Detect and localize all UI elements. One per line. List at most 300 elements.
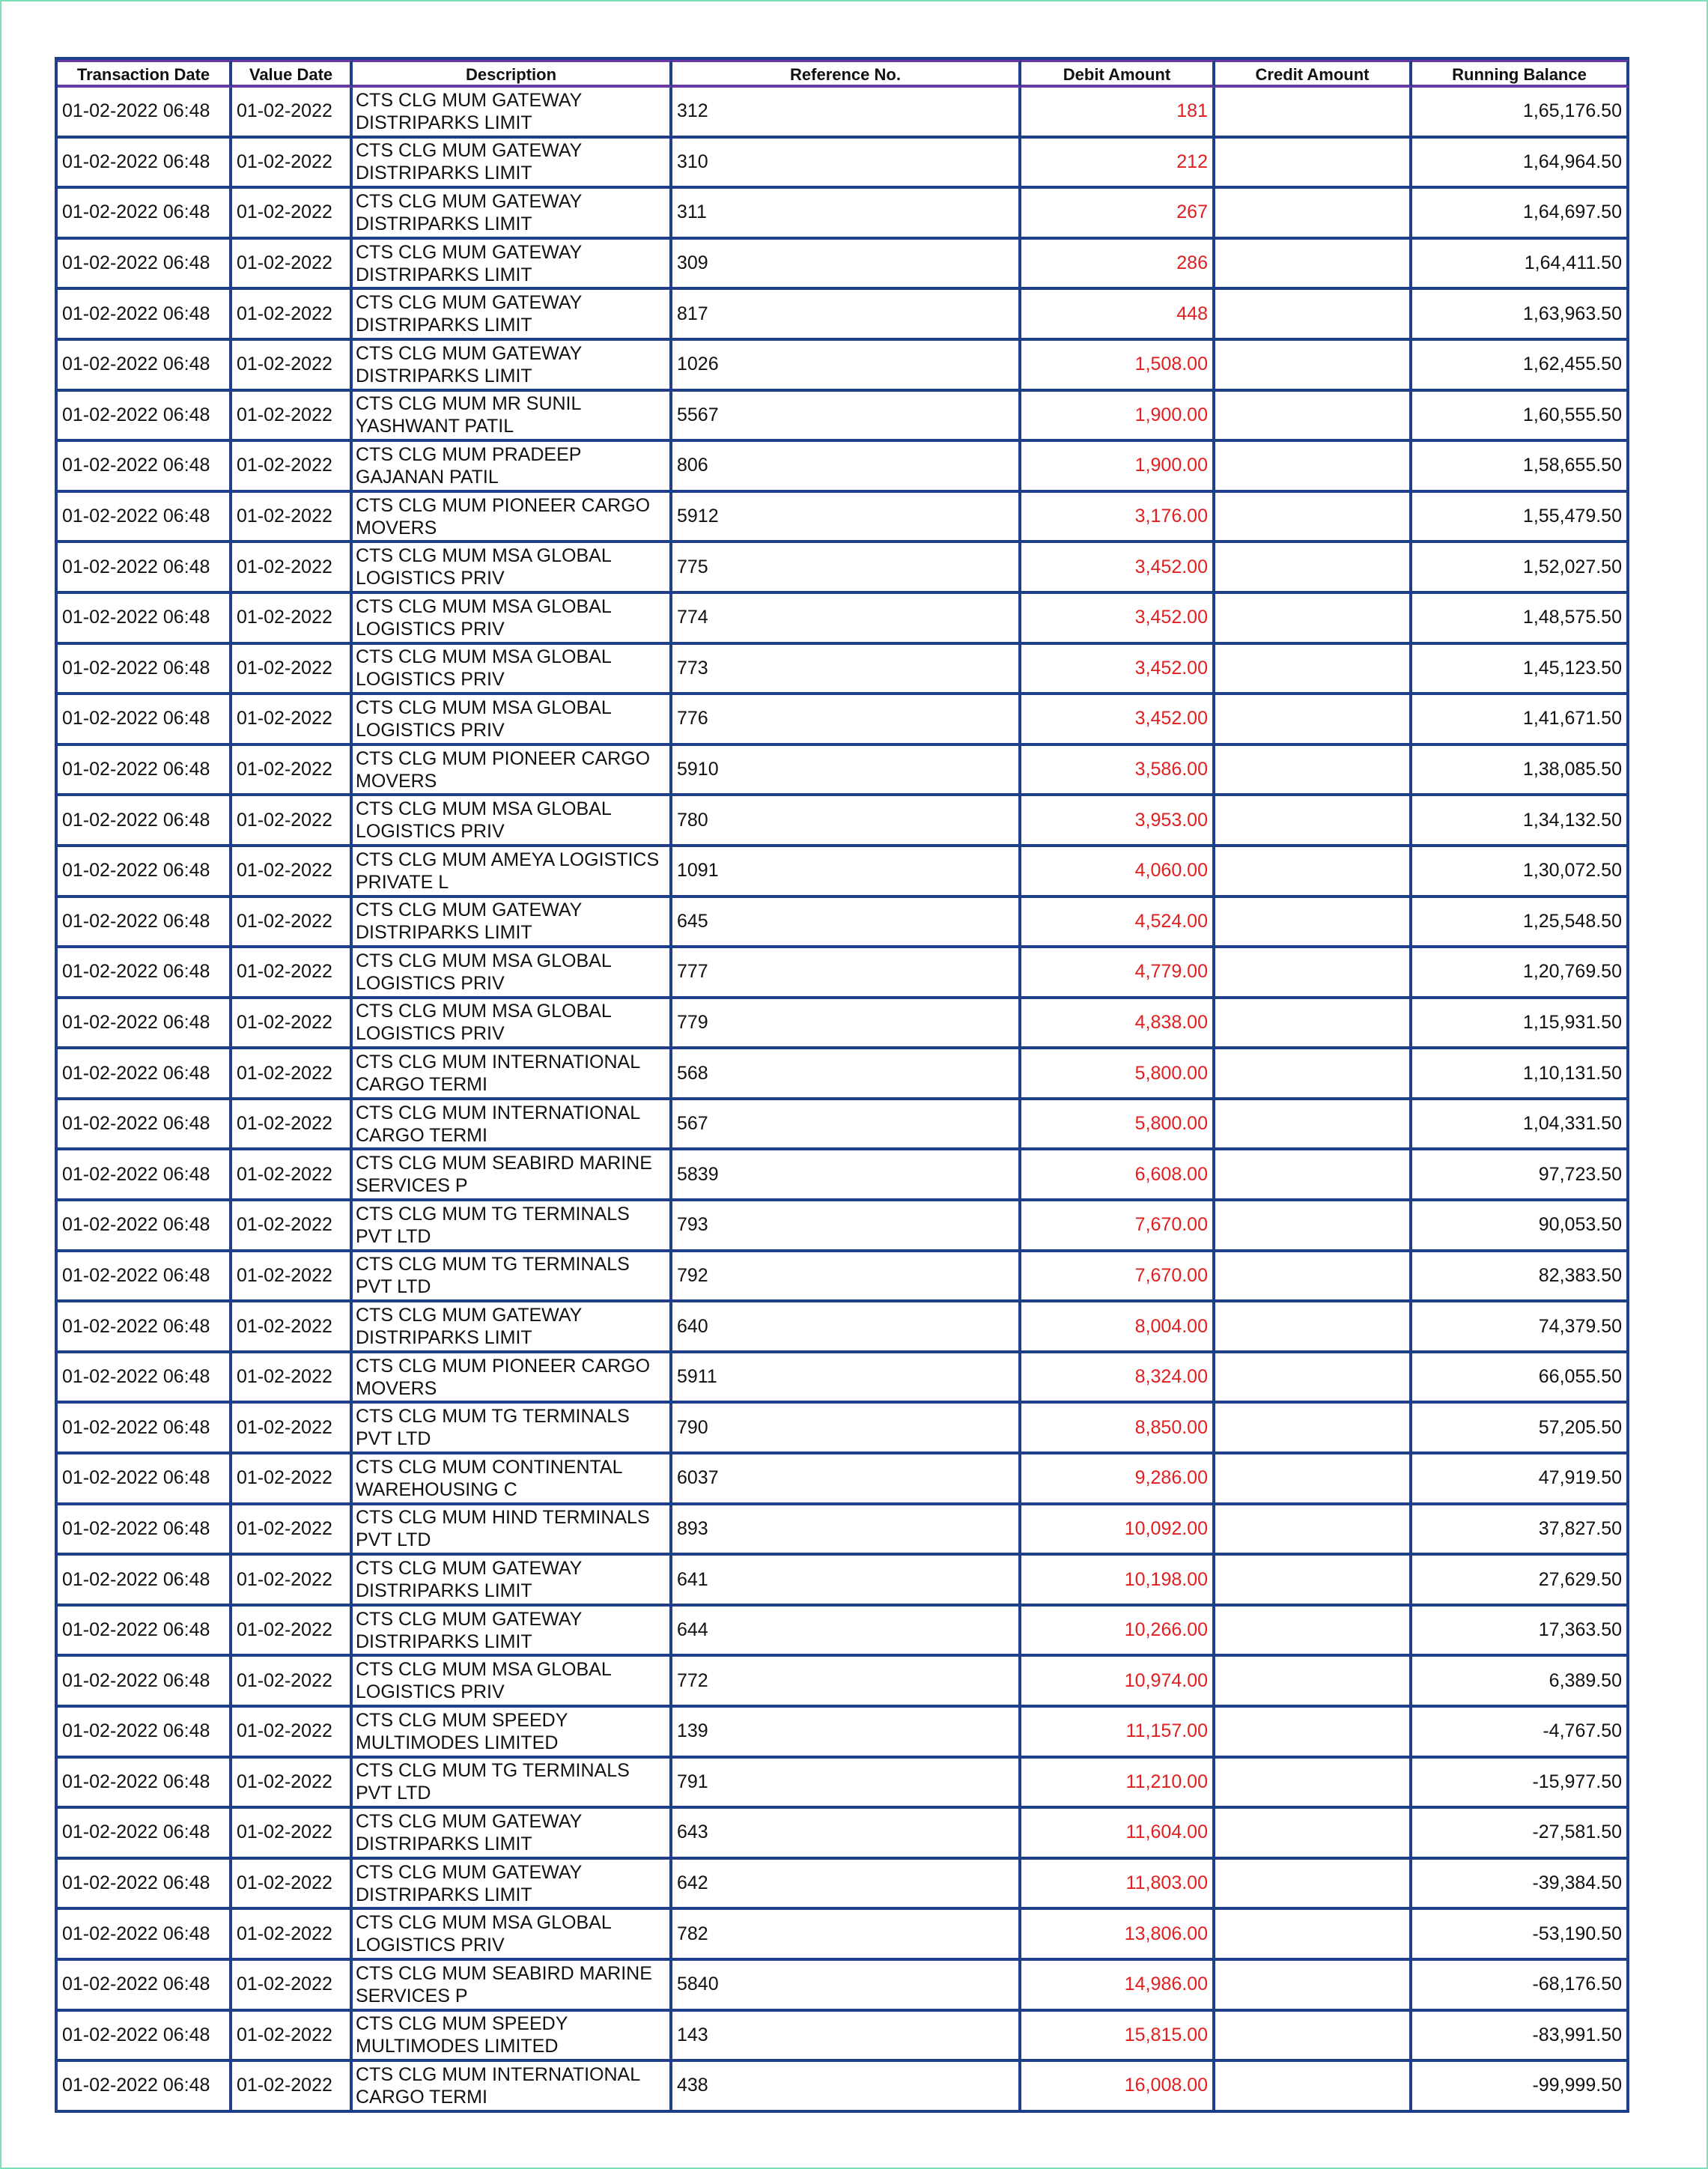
value-date-cell: 01-02-2022 [232, 2062, 353, 2113]
description-cell: CTS CLG MUM GATEWAY DISTRIPARKS LIMIT [353, 1607, 672, 1657]
table-row [58, 1607, 1629, 1657]
value-date-cell: 01-02-2022 [232, 645, 353, 696]
running-balance-cell: -39,384.50 [1412, 1860, 1629, 1911]
transaction-date-cell: 01-02-2022 06:48 [58, 948, 232, 999]
value-date-cell: 01-02-2022 [232, 442, 353, 493]
debit-amount-cell: 3,452.00 [1021, 645, 1215, 696]
running-balance-cell: -68,176.50 [1412, 1961, 1629, 2012]
description-cell: CTS CLG MUM GATEWAY DISTRIPARKS LIMIT [353, 1556, 672, 1607]
transaction-date-cell: 01-02-2022 06:48 [58, 1657, 232, 1708]
credit-amount-cell [1215, 796, 1412, 847]
debit-amount-cell: 6,608.00 [1021, 1150, 1215, 1201]
reference-no-cell: 779 [672, 999, 1021, 1050]
table-row [58, 948, 1629, 999]
debit-amount-cell: 3,452.00 [1021, 594, 1215, 645]
value-date-cell: 01-02-2022 [232, 1708, 353, 1759]
table-row [58, 139, 1629, 189]
credit-amount-cell [1215, 1049, 1412, 1100]
reference-no-cell: 5567 [672, 392, 1021, 443]
transaction-date-cell: 01-02-2022 06:48 [58, 493, 232, 544]
debit-amount-cell: 5,800.00 [1021, 1100, 1215, 1151]
table-row [58, 1454, 1629, 1505]
reference-no-cell: 792 [672, 1252, 1021, 1303]
credit-amount-cell [1215, 999, 1412, 1050]
transaction-date-cell: 01-02-2022 06:48 [58, 898, 232, 949]
description-cell: CTS CLG MUM MSA GLOBAL LOGISTICS PRIV [353, 796, 672, 847]
reference-no-cell: 806 [672, 442, 1021, 493]
debit-amount-cell: 4,524.00 [1021, 898, 1215, 949]
running-balance-cell: 1,34,132.50 [1412, 796, 1629, 847]
running-balance-cell: 1,58,655.50 [1412, 442, 1629, 493]
running-balance-cell: 1,48,575.50 [1412, 594, 1629, 645]
value-date-cell: 01-02-2022 [232, 2012, 353, 2063]
description-cell: CTS CLG MUM GATEWAY DISTRIPARKS LIMIT [353, 88, 672, 139]
transaction-date-cell: 01-02-2022 06:48 [58, 1556, 232, 1607]
table-row [58, 1657, 1629, 1708]
debit-amount-cell: 4,779.00 [1021, 948, 1215, 999]
credit-amount-cell [1215, 948, 1412, 999]
description-cell: CTS CLG MUM GATEWAY DISTRIPARKS LIMIT [353, 898, 672, 949]
value-date-cell: 01-02-2022 [232, 1049, 353, 1100]
header-debit-amount: Debit Amount [1021, 60, 1215, 88]
description-cell: CTS CLG MUM GATEWAY DISTRIPARKS LIMIT [353, 1860, 672, 1911]
reference-no-cell: 143 [672, 2012, 1021, 2063]
value-date-cell: 01-02-2022 [232, 88, 353, 139]
transaction-date-cell: 01-02-2022 06:48 [58, 543, 232, 594]
credit-amount-cell [1215, 341, 1412, 392]
reference-no-cell: 772 [672, 1657, 1021, 1708]
table-row [58, 1049, 1629, 1100]
debit-amount-cell: 1,508.00 [1021, 341, 1215, 392]
table-row [58, 88, 1629, 139]
running-balance-cell: 66,055.50 [1412, 1353, 1629, 1404]
reference-no-cell: 773 [672, 645, 1021, 696]
transaction-date-cell: 01-02-2022 06:48 [58, 1049, 232, 1100]
credit-amount-cell [1215, 139, 1412, 189]
transaction-date-cell: 01-02-2022 06:48 [58, 1505, 232, 1556]
credit-amount-cell [1215, 1556, 1412, 1607]
running-balance-cell: 1,04,331.50 [1412, 1100, 1629, 1151]
reference-no-cell: 790 [672, 1404, 1021, 1454]
running-balance-cell: 1,62,455.50 [1412, 341, 1629, 392]
description-cell: CTS CLG MUM TG TERMINALS PVT LTD [353, 1759, 672, 1809]
value-date-cell: 01-02-2022 [232, 796, 353, 847]
debit-amount-cell: 7,670.00 [1021, 1201, 1215, 1252]
credit-amount-cell [1215, 1961, 1412, 2012]
transaction-date-cell: 01-02-2022 06:48 [58, 240, 232, 291]
credit-amount-cell [1215, 1353, 1412, 1404]
transaction-date-cell: 01-02-2022 06:48 [58, 442, 232, 493]
running-balance-cell: 1,60,555.50 [1412, 392, 1629, 443]
credit-amount-cell [1215, 392, 1412, 443]
debit-amount-cell: 3,586.00 [1021, 746, 1215, 797]
table-row [58, 493, 1629, 544]
header-description: Description [353, 60, 672, 88]
credit-amount-cell [1215, 1201, 1412, 1252]
running-balance-cell: -15,977.50 [1412, 1759, 1629, 1809]
reference-no-cell: 893 [672, 1505, 1021, 1556]
value-date-cell: 01-02-2022 [232, 1759, 353, 1809]
debit-amount-cell: 13,806.00 [1021, 1910, 1215, 1961]
credit-amount-cell [1215, 1302, 1412, 1353]
reference-no-cell: 568 [672, 1049, 1021, 1100]
transaction-date-cell: 01-02-2022 06:48 [58, 847, 232, 898]
table-row [58, 746, 1629, 797]
value-date-cell: 01-02-2022 [232, 1860, 353, 1911]
table-row [58, 189, 1629, 240]
transaction-date-cell: 01-02-2022 06:48 [58, 1252, 232, 1303]
reference-no-cell: 438 [672, 2062, 1021, 2113]
credit-amount-cell [1215, 2062, 1412, 2113]
running-balance-cell: 1,55,479.50 [1412, 493, 1629, 544]
running-balance-cell: 47,919.50 [1412, 1454, 1629, 1505]
transaction-date-cell: 01-02-2022 06:48 [58, 2012, 232, 2063]
reference-no-cell: 310 [672, 139, 1021, 189]
description-cell: CTS CLG MUM AMEYA LOGISTICS PRIVATE L [353, 847, 672, 898]
table-row [58, 1252, 1629, 1303]
credit-amount-cell [1215, 1708, 1412, 1759]
credit-amount-cell [1215, 1404, 1412, 1454]
transaction-date-cell: 01-02-2022 06:48 [58, 1404, 232, 1454]
transaction-date-cell: 01-02-2022 06:48 [58, 341, 232, 392]
credit-amount-cell [1215, 1860, 1412, 1911]
transaction-date-cell: 01-02-2022 06:48 [58, 594, 232, 645]
debit-amount-cell: 5,800.00 [1021, 1049, 1215, 1100]
description-cell: CTS CLG MUM MSA GLOBAL LOGISTICS PRIV [353, 948, 672, 999]
credit-amount-cell [1215, 1150, 1412, 1201]
running-balance-cell: 1,65,176.50 [1412, 88, 1629, 139]
description-cell: CTS CLG MUM TG TERMINALS PVT LTD [353, 1252, 672, 1303]
running-balance-cell: -4,767.50 [1412, 1708, 1629, 1759]
debit-amount-cell: 10,198.00 [1021, 1556, 1215, 1607]
table-row [58, 1302, 1629, 1353]
table-row [58, 999, 1629, 1050]
table-row [58, 240, 1629, 291]
credit-amount-cell [1215, 898, 1412, 949]
transaction-date-cell: 01-02-2022 06:48 [58, 139, 232, 189]
value-date-cell: 01-02-2022 [232, 1809, 353, 1860]
reference-no-cell: 1026 [672, 341, 1021, 392]
description-cell: CTS CLG MUM INTERNATIONAL CARGO TERMI [353, 1100, 672, 1151]
table-row [58, 1860, 1629, 1911]
debit-amount-cell: 267 [1021, 189, 1215, 240]
table-row [58, 695, 1629, 746]
reference-no-cell: 642 [672, 1860, 1021, 1911]
description-cell: CTS CLG MUM INTERNATIONAL CARGO TERMI [353, 1049, 672, 1100]
running-balance-cell: -83,991.50 [1412, 2012, 1629, 2063]
credit-amount-cell [1215, 493, 1412, 544]
credit-amount-cell [1215, 1809, 1412, 1860]
value-date-cell: 01-02-2022 [232, 493, 353, 544]
value-date-cell: 01-02-2022 [232, 1910, 353, 1961]
description-cell: CTS CLG MUM MSA GLOBAL LOGISTICS PRIV [353, 543, 672, 594]
debit-amount-cell: 212 [1021, 139, 1215, 189]
transaction-date-cell: 01-02-2022 06:48 [58, 1759, 232, 1809]
debit-amount-cell: 8,004.00 [1021, 1302, 1215, 1353]
table-row [58, 543, 1629, 594]
reference-no-cell: 817 [672, 290, 1021, 341]
debit-amount-cell: 11,210.00 [1021, 1759, 1215, 1809]
running-balance-cell: 1,25,548.50 [1412, 898, 1629, 949]
transaction-date-cell: 01-02-2022 06:48 [58, 1910, 232, 1961]
header-transaction-date: Transaction Date [58, 60, 232, 88]
value-date-cell: 01-02-2022 [232, 594, 353, 645]
description-cell: CTS CLG MUM MSA GLOBAL LOGISTICS PRIV [353, 1910, 672, 1961]
description-cell: CTS CLG MUM SEABIRD MARINE SERVICES P [353, 1150, 672, 1201]
debit-amount-cell: 8,324.00 [1021, 1353, 1215, 1404]
value-date-cell: 01-02-2022 [232, 1556, 353, 1607]
running-balance-cell: 37,827.50 [1412, 1505, 1629, 1556]
credit-amount-cell [1215, 442, 1412, 493]
credit-amount-cell [1215, 543, 1412, 594]
debit-amount-cell: 181 [1021, 88, 1215, 139]
running-balance-cell: 1,52,027.50 [1412, 543, 1629, 594]
running-balance-cell: 1,45,123.50 [1412, 645, 1629, 696]
table-row [58, 1201, 1629, 1252]
credit-amount-cell [1215, 1759, 1412, 1809]
transaction-date-cell: 01-02-2022 06:48 [58, 1607, 232, 1657]
table-row [58, 898, 1629, 949]
debit-amount-cell: 286 [1021, 240, 1215, 291]
credit-amount-cell [1215, 290, 1412, 341]
running-balance-cell: 27,629.50 [1412, 1556, 1629, 1607]
reference-no-cell: 5840 [672, 1961, 1021, 2012]
description-cell: CTS CLG MUM TG TERMINALS PVT LTD [353, 1201, 672, 1252]
table-row [58, 796, 1629, 847]
table-row [58, 1961, 1629, 2012]
description-cell: CTS CLG MUM PIONEER CARGO MOVERS [353, 1353, 672, 1404]
value-date-cell: 01-02-2022 [232, 392, 353, 443]
description-cell: CTS CLG MUM GATEWAY DISTRIPARKS LIMIT [353, 341, 672, 392]
description-cell: CTS CLG MUM MSA GLOBAL LOGISTICS PRIV [353, 1657, 672, 1708]
description-cell: CTS CLG MUM MSA GLOBAL LOGISTICS PRIV [353, 594, 672, 645]
transaction-date-cell: 01-02-2022 06:48 [58, 1353, 232, 1404]
value-date-cell: 01-02-2022 [232, 1961, 353, 2012]
table-row [58, 1505, 1629, 1556]
debit-amount-cell: 10,974.00 [1021, 1657, 1215, 1708]
reference-no-cell: 1091 [672, 847, 1021, 898]
value-date-cell: 01-02-2022 [232, 1454, 353, 1505]
reference-no-cell: 777 [672, 948, 1021, 999]
table-row [58, 290, 1629, 341]
debit-amount-cell: 3,452.00 [1021, 695, 1215, 746]
running-balance-cell: 1,15,931.50 [1412, 999, 1629, 1050]
debit-amount-cell: 1,900.00 [1021, 392, 1215, 443]
debit-amount-cell: 3,176.00 [1021, 493, 1215, 544]
table-row [58, 1100, 1629, 1151]
reference-no-cell: 5912 [672, 493, 1021, 544]
running-balance-cell: 74,379.50 [1412, 1302, 1629, 1353]
transaction-date-cell: 01-02-2022 06:48 [58, 746, 232, 797]
header-credit-amount: Credit Amount [1215, 60, 1412, 88]
credit-amount-cell [1215, 2012, 1412, 2063]
transaction-date-cell: 01-02-2022 06:48 [58, 88, 232, 139]
credit-amount-cell [1215, 1252, 1412, 1303]
running-balance-cell: -99,999.50 [1412, 2062, 1629, 2113]
header-value-date: Value Date [232, 60, 353, 88]
running-balance-cell: 1,20,769.50 [1412, 948, 1629, 999]
running-balance-cell: 6,389.50 [1412, 1657, 1629, 1708]
debit-amount-cell: 16,008.00 [1021, 2062, 1215, 2113]
transaction-date-cell: 01-02-2022 06:48 [58, 645, 232, 696]
transaction-date-cell: 01-02-2022 06:48 [58, 1809, 232, 1860]
reference-no-cell: 567 [672, 1100, 1021, 1151]
running-balance-cell: 1,30,072.50 [1412, 847, 1629, 898]
value-date-cell: 01-02-2022 [232, 1657, 353, 1708]
reference-no-cell: 139 [672, 1708, 1021, 1759]
value-date-cell: 01-02-2022 [232, 290, 353, 341]
header-running-balance: Running Balance [1412, 60, 1629, 88]
description-cell: CTS CLG MUM GATEWAY DISTRIPARKS LIMIT [353, 1809, 672, 1860]
reference-no-cell: 312 [672, 88, 1021, 139]
table-row [58, 1404, 1629, 1454]
credit-amount-cell [1215, 746, 1412, 797]
header-row [58, 60, 1629, 88]
reference-no-cell: 6037 [672, 1454, 1021, 1505]
running-balance-cell: 1,38,085.50 [1412, 746, 1629, 797]
reference-no-cell: 780 [672, 796, 1021, 847]
credit-amount-cell [1215, 88, 1412, 139]
transaction-date-cell: 01-02-2022 06:48 [58, 392, 232, 443]
credit-amount-cell [1215, 594, 1412, 645]
reference-no-cell: 774 [672, 594, 1021, 645]
reference-no-cell: 644 [672, 1607, 1021, 1657]
transaction-date-cell: 01-02-2022 06:48 [58, 1454, 232, 1505]
running-balance-cell: 1,64,964.50 [1412, 139, 1629, 189]
debit-amount-cell: 448 [1021, 290, 1215, 341]
table-row [58, 1910, 1629, 1961]
table-row [58, 1353, 1629, 1404]
table-row [58, 1708, 1629, 1759]
value-date-cell: 01-02-2022 [232, 1150, 353, 1201]
transaction-date-cell: 01-02-2022 06:48 [58, 796, 232, 847]
credit-amount-cell [1215, 645, 1412, 696]
description-cell: CTS CLG MUM PRADEEP GAJANAN PATIL [353, 442, 672, 493]
table-row [58, 847, 1629, 898]
table-row [58, 392, 1629, 443]
debit-amount-cell: 1,900.00 [1021, 442, 1215, 493]
description-cell: CTS CLG MUM INTERNATIONAL CARGO TERMI [353, 2062, 672, 2113]
reference-no-cell: 640 [672, 1302, 1021, 1353]
value-date-cell: 01-02-2022 [232, 999, 353, 1050]
value-date-cell: 01-02-2022 [232, 543, 353, 594]
table-row [58, 2062, 1629, 2113]
credit-amount-cell [1215, 1657, 1412, 1708]
reference-no-cell: 641 [672, 1556, 1021, 1607]
description-cell: CTS CLG MUM CONTINENTAL WAREHOUSING C [353, 1454, 672, 1505]
table-row [58, 2012, 1629, 2063]
credit-amount-cell [1215, 1910, 1412, 1961]
transaction-date-cell: 01-02-2022 06:48 [58, 1100, 232, 1151]
debit-amount-cell: 4,838.00 [1021, 999, 1215, 1050]
value-date-cell: 01-02-2022 [232, 1100, 353, 1151]
table-row [58, 341, 1629, 392]
reference-no-cell: 5910 [672, 746, 1021, 797]
description-cell: CTS CLG MUM HIND TERMINALS PVT LTD [353, 1505, 672, 1556]
credit-amount-cell [1215, 189, 1412, 240]
value-date-cell: 01-02-2022 [232, 240, 353, 291]
description-cell: CTS CLG MUM SPEEDY MULTIMODES LIMITED [353, 1708, 672, 1759]
table-row [58, 1556, 1629, 1607]
reference-no-cell: 311 [672, 189, 1021, 240]
description-cell: CTS CLG MUM SEABIRD MARINE SERVICES P [353, 1961, 672, 2012]
transaction-date-cell: 01-02-2022 06:48 [58, 1708, 232, 1759]
value-date-cell: 01-02-2022 [232, 1302, 353, 1353]
reference-no-cell: 791 [672, 1759, 1021, 1809]
value-date-cell: 01-02-2022 [232, 341, 353, 392]
value-date-cell: 01-02-2022 [232, 847, 353, 898]
running-balance-cell: -53,190.50 [1412, 1910, 1629, 1961]
table-row [58, 594, 1629, 645]
running-balance-cell: 1,41,671.50 [1412, 695, 1629, 746]
description-cell: CTS CLG MUM GATEWAY DISTRIPARKS LIMIT [353, 189, 672, 240]
credit-amount-cell [1215, 847, 1412, 898]
debit-amount-cell: 9,286.00 [1021, 1454, 1215, 1505]
table-row [58, 1150, 1629, 1201]
value-date-cell: 01-02-2022 [232, 1353, 353, 1404]
reference-no-cell: 643 [672, 1809, 1021, 1860]
debit-amount-cell: 11,803.00 [1021, 1860, 1215, 1911]
transaction-date-cell: 01-02-2022 06:48 [58, 290, 232, 341]
transaction-date-cell: 01-02-2022 06:48 [58, 1150, 232, 1201]
transaction-date-cell: 01-02-2022 06:48 [58, 695, 232, 746]
transactions-table [55, 57, 1629, 2113]
debit-amount-cell: 8,850.00 [1021, 1404, 1215, 1454]
running-balance-cell: 1,10,131.50 [1412, 1049, 1629, 1100]
transaction-date-cell: 01-02-2022 06:48 [58, 1302, 232, 1353]
value-date-cell: 01-02-2022 [232, 1607, 353, 1657]
header-reference-no: Reference No. [672, 60, 1021, 88]
reference-no-cell: 5839 [672, 1150, 1021, 1201]
value-date-cell: 01-02-2022 [232, 1201, 353, 1252]
running-balance-cell: 1,64,697.50 [1412, 189, 1629, 240]
description-cell: CTS CLG MUM MSA GLOBAL LOGISTICS PRIV [353, 695, 672, 746]
table-row [58, 442, 1629, 493]
description-cell: CTS CLG MUM GATEWAY DISTRIPARKS LIMIT [353, 1302, 672, 1353]
value-date-cell: 01-02-2022 [232, 948, 353, 999]
running-balance-cell: 57,205.50 [1412, 1404, 1629, 1454]
debit-amount-cell: 10,092.00 [1021, 1505, 1215, 1556]
running-balance-cell: 90,053.50 [1412, 1201, 1629, 1252]
reference-no-cell: 776 [672, 695, 1021, 746]
transaction-date-cell: 01-02-2022 06:48 [58, 1860, 232, 1911]
reference-no-cell: 793 [672, 1201, 1021, 1252]
description-cell: CTS CLG MUM PIONEER CARGO MOVERS [353, 746, 672, 797]
reference-no-cell: 645 [672, 898, 1021, 949]
description-cell: CTS CLG MUM MSA GLOBAL LOGISTICS PRIV [353, 999, 672, 1050]
running-balance-cell: 97,723.50 [1412, 1150, 1629, 1201]
debit-amount-cell: 3,452.00 [1021, 543, 1215, 594]
value-date-cell: 01-02-2022 [232, 695, 353, 746]
running-balance-cell: 1,63,963.50 [1412, 290, 1629, 341]
reference-no-cell: 775 [672, 543, 1021, 594]
credit-amount-cell [1215, 695, 1412, 746]
description-cell: CTS CLG MUM GATEWAY DISTRIPARKS LIMIT [353, 240, 672, 291]
debit-amount-cell: 11,157.00 [1021, 1708, 1215, 1759]
value-date-cell: 01-02-2022 [232, 898, 353, 949]
description-cell: CTS CLG MUM MR SUNIL YASHWANT PATIL [353, 392, 672, 443]
transaction-date-cell: 01-02-2022 06:48 [58, 2062, 232, 2113]
credit-amount-cell [1215, 1100, 1412, 1151]
debit-amount-cell: 7,670.00 [1021, 1252, 1215, 1303]
value-date-cell: 01-02-2022 [232, 189, 353, 240]
debit-amount-cell: 10,266.00 [1021, 1607, 1215, 1657]
table-row [58, 1759, 1629, 1809]
table-body [58, 88, 1629, 2113]
description-cell: CTS CLG MUM PIONEER CARGO MOVERS [353, 493, 672, 544]
description-cell: CTS CLG MUM MSA GLOBAL LOGISTICS PRIV [353, 645, 672, 696]
value-date-cell: 01-02-2022 [232, 1505, 353, 1556]
